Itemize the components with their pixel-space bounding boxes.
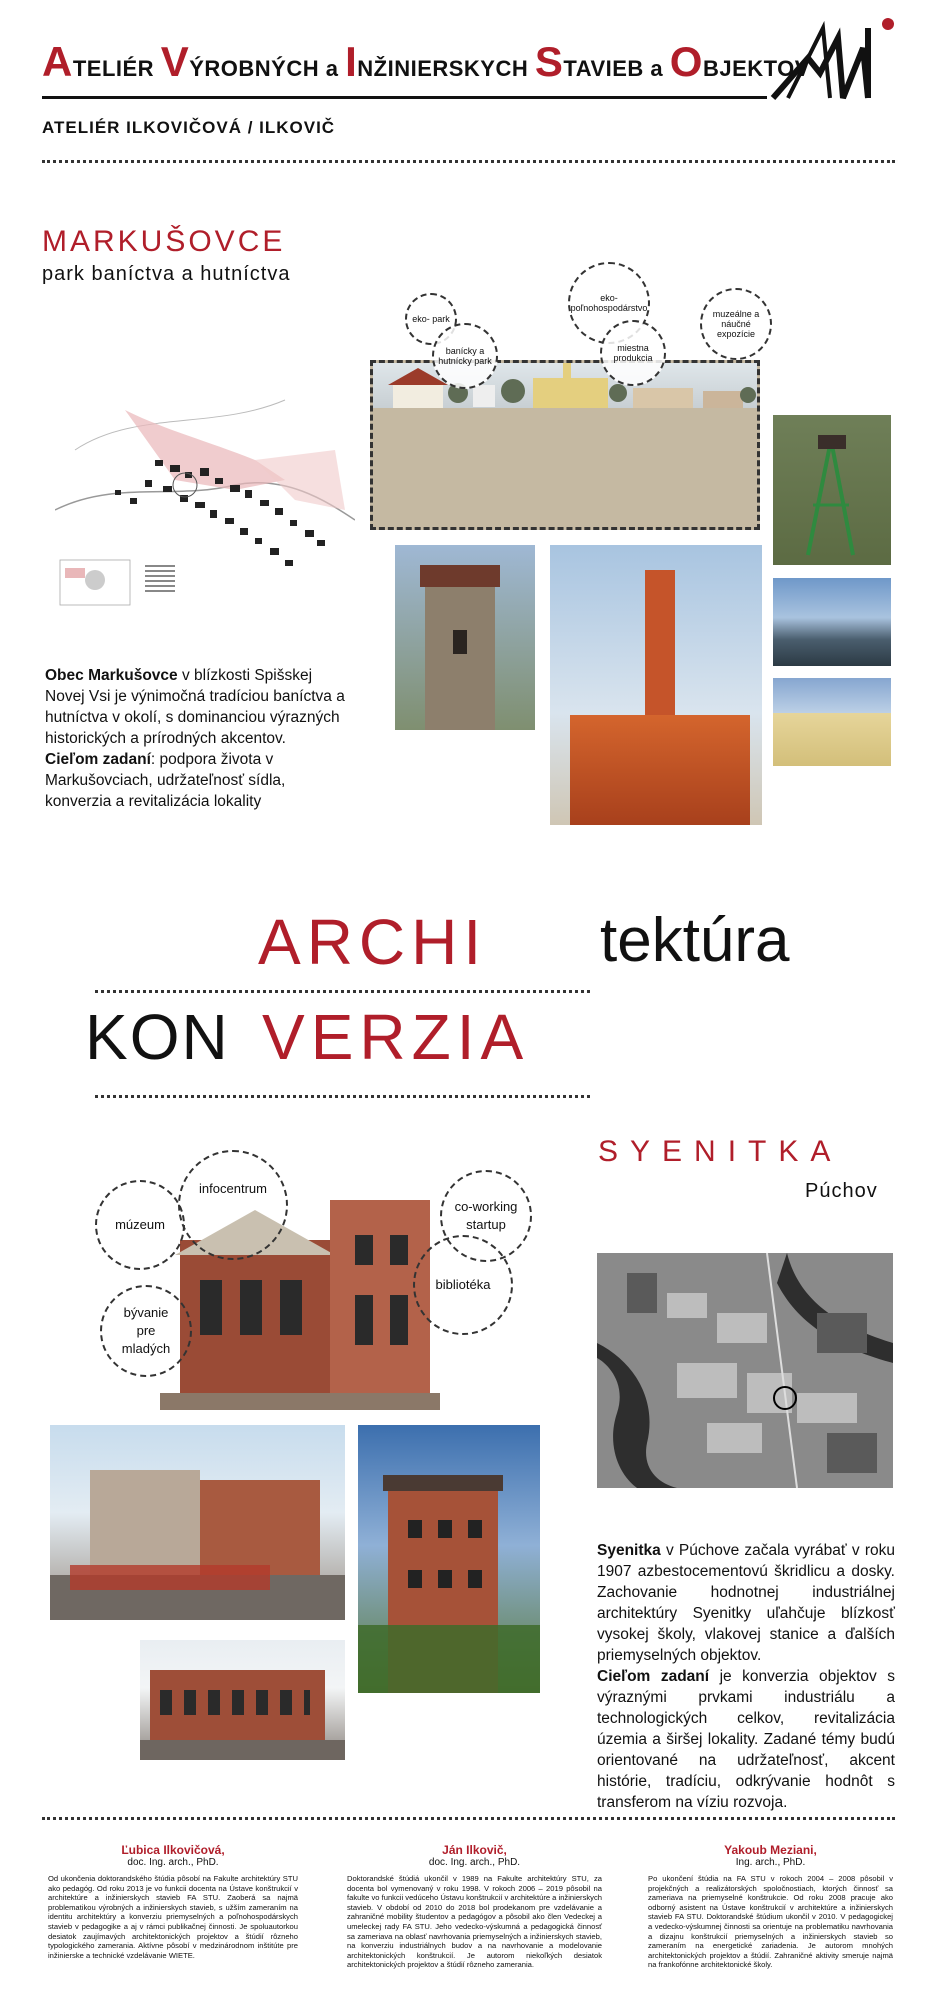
markusovce-text: Obec Markušovce v blízkosti Spišskej Novej Vsi je výnimočná tradíciou baníctva a hutníctva v okolí, s dominanciou výrazných historických a prírodných akcentov. Cieľom zadaní: podpora života v Markušovciach, udržateľnosť sídla, konverzia a revitalizácia lokality (45, 667, 345, 810)
header-rule (42, 96, 767, 99)
divider-center-1 (95, 990, 590, 993)
photo-syenitka-hall (50, 1425, 345, 1620)
photo-manor (773, 678, 891, 766)
photo-syenitka-tower (358, 1425, 540, 1693)
bubble-infocentrum: infocentrum (178, 1150, 288, 1260)
syenitka-text: Syenitka v Púchove začala vyrábať v roku 1907 azbestocementovú škridlicu a dosky. Zachovanie hodnotnej industriálnej architektúry Syenitky uľahčuje blízkosť vysokej školy, vlakovej stanice a ďalších priemyselných objektov. Cieľom zadaní je konverzia objektov s výraznými prvkami industriálu a technologických celkov, revitalizácia územia a širšej lokality. Zadané témy budú orientované na udržateľnosť, akcent histórie, tradíciu, odkrývanie hodnôt s transferom na víziu rozvoja. (597, 1542, 896, 1811)
bio-name: Ľubica Ilkovičová, (121, 1843, 225, 1857)
markusovce-subtitle: park baníctva a hutníctva (42, 263, 291, 285)
markusovce-panorama (370, 360, 760, 530)
bubble-muzealne-expozicie: muzeálne a náučné expozície (700, 288, 772, 360)
photo-mining-tower (773, 415, 891, 565)
center-verzia: VERZIA (262, 1001, 530, 1073)
bio-text: Doktorandské štúdiá ukončil v 1989 na Fakulte architektúry STU, za docenta bol vymenovaný v roku 1998. V rokoch 2006 – 2019 pôsobil na fakulte vo funkcii vedúceho Ústavu konštrukcií v architektúre a inžinierskych stavieb. V období od 2010 do 2018 bol prodekanom pre vzdelávanie a zahraničné mobility študentov a pedagógov a pôsobil ako člen Vedeckej a umeleckej rady FA STU. Jeho vedecko-výskumná a pedagogická činnosť sa zameriava na oblasť navrhovania priemyselných a inžinierskych stavieb, na konverziu industriálnych budov a na navrhovanie a modelovanie architektonických konštrukcií. Je autorom niekoľkých desiatok architektonických projektov a štúdií rôzneho zamerania. (347, 1874, 602, 1970)
markusovce-title: MARKUŠOVCE (42, 225, 286, 258)
header-title-conjunction: a (325, 56, 346, 81)
center-archi: ARCHI (258, 906, 488, 978)
bubble-eko-park: eko- park (405, 293, 457, 345)
bio-ilkovic (347, 1843, 602, 1970)
bubble-biblioteka: bibliotéka (413, 1235, 513, 1335)
header-title-word: NŽINIERSKYCH (357, 56, 535, 81)
header-subtitle: ATELIÉR ILKOVIČOVÁ / ILKOVIČ (42, 118, 336, 137)
photo-river (773, 578, 891, 666)
center-kon: KON (85, 1001, 230, 1073)
photo-syenitka-building (140, 1640, 345, 1760)
syenitka-title: SYENITKA (598, 1135, 843, 1168)
header-title-word: BJEKTOV (702, 56, 810, 81)
bio-meziani (648, 1843, 893, 1970)
bio-text: Od ukončenia doktorandského štúdia pôsobí na Fakulte architektúry STU ako pedagóg. Od roku 2013 je vo funkcii docenta na Ústave konštrukcií v architektúre a inžinierskych stavieb FA STU. Zaoberá sa najmä problematikou výrobných a inžinierskych stavieb, s užším zameraním na identitu architektúry a konverziu priemyselných a poľnohospodárskych stavieb v pedagogike a aj v rámci publikačnej činnosti. Je spoluautorkou desiatok zaujímavých architektonických projektov a štúdií rôzneho typologického zamerania. Aktívne pôsobí v medzinárodnom inštitúte pre inžinierske a technické vzdelávanie WIETE. (48, 1874, 298, 1960)
header-title-word: TELIÉR (72, 56, 161, 81)
bio-text: Po ukončení štúdia na FA STU v rokoch 2004 – 2008 pôsobil v projekčných a realizátorských spoločnostiach, ktorých činnosť sa zameriava na priemyselné konštrukcie. Od roku 2008 pracuje ako odborný asistent na Ústave konštrukcií v architektúre a inžinierskych stavieb FA STU. Doktorandské štúdium ukončil v 2010. V pedagogickej a vedecko-výskumnej činnosti sa orientuje na problematiku navrhovania a dizajnu konštrukcií priemyselných a inžinierskych stavieb so zameraním na energetické zariadenia. Je autorom mnohých architektonických projektov a štúdií. Zahraničné aktivity smeruje najmä na frankofónne architektonické školy. (648, 1874, 893, 1970)
center-tektura: tektúra (600, 906, 790, 975)
header-title-capital: I (345, 38, 358, 85)
bio-role: doc. Ing. arch., PhD. (127, 1857, 219, 1868)
bio-ilkovicova (48, 1843, 298, 1960)
header-title-capital: V (160, 38, 190, 85)
header-title-conjunction: a (650, 56, 670, 81)
photo-chimney (550, 545, 762, 825)
header-title (42, 38, 810, 86)
header-title-word: TAVIEB (563, 56, 651, 81)
bubble-miestna-produkcia: miestna produkcia (600, 320, 666, 386)
bubble-muzeum: múzeum (95, 1180, 185, 1270)
markusovce-site-plan (55, 390, 355, 620)
bio-name: Ján Ilkovič, (442, 1843, 507, 1857)
syenitka-subtitle: Púchov (805, 1180, 878, 1202)
bio-role: doc. Ing. arch., PhD. (428, 1857, 521, 1868)
divider-center-2 (95, 1095, 590, 1098)
bubble-coworking: co-working startup (440, 1170, 532, 1262)
divider-bottom (42, 1817, 895, 1820)
header-title-capital: S (534, 38, 564, 85)
divider-top (42, 160, 895, 163)
header-title-capital: O (669, 38, 703, 85)
avi-logo (768, 18, 898, 108)
bubble-eko-polnohospodarstvo: eko-poľnohospodárstvo (568, 262, 650, 344)
header-title-word: ÝROBNÝCH (189, 56, 326, 81)
syenitka-aerial-map (597, 1253, 893, 1488)
bio-role: Ing. arch., PhD. (735, 1857, 806, 1868)
bubble-byvanie: bývanie pre mladých (100, 1285, 192, 1377)
header-title-capital: A (42, 38, 73, 85)
bio-name: Yakoub Meziani, (724, 1843, 817, 1857)
bubble-banicky-park: banícky a hutnícky park (432, 323, 498, 389)
photo-tower (395, 545, 535, 730)
